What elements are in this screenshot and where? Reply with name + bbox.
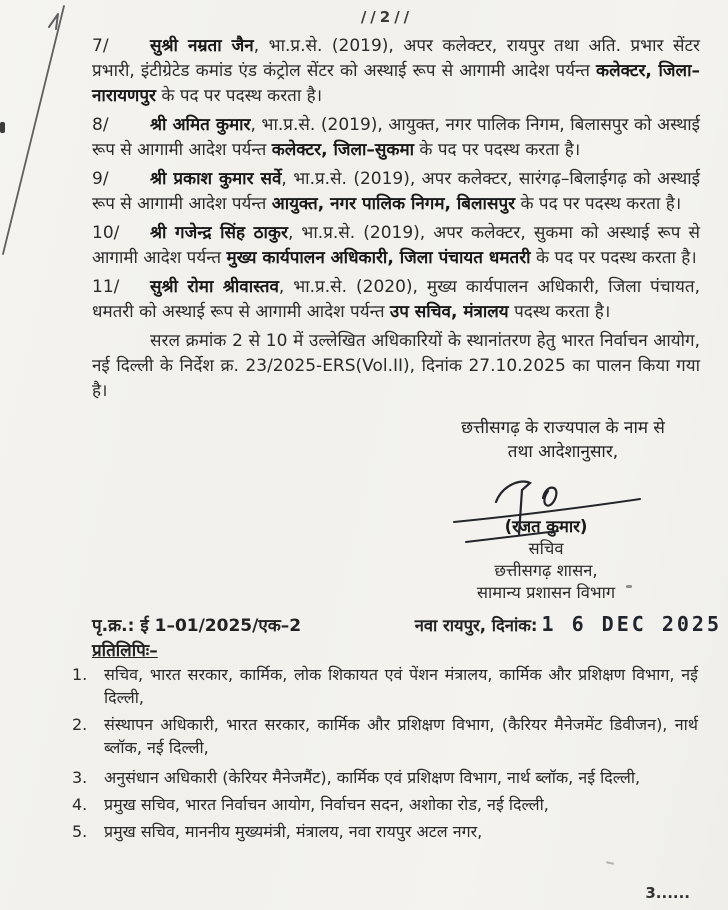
signatory-org-line-1: छत्तीसगढ़ शासन, — [494, 561, 598, 580]
order-number: 9/ — [92, 169, 109, 189]
order-number: 8/ — [92, 115, 109, 135]
copy-text: सचिव, भारत सरकार, कार्मिक, लोक शिकायत एवं पेंशन मंत्रालय, कार्मिक और प्रशिक्षण विभाग, नई दिल्ली, — [104, 665, 698, 707]
order-number: 11/ — [92, 277, 120, 297]
copies-list — [0, 663, 728, 843]
copy-text: अनुसंधान अधिकारी (केरियर मैनेजमैंट), कार्मिक एवं प्रशिक्षण विभाग, नार्थ ब्लॉक, नई दिल्ली, — [104, 768, 641, 787]
order-text: श्री प्रकाश कुमार सर्वे, भा.प्र.से. (2019), अपर कलेक्टर, सारंगढ़–बिलाईगढ़ को अस्थाई रूप से आगामी आदेश पर्यन्त आयुक्त, नगर पालिक निगम, बिलासपुर के पद पर पदस्थ करता है। — [92, 169, 700, 214]
copy-number: 3. — [72, 768, 88, 787]
copy-number: 2. — [72, 715, 88, 734]
copy-text: प्रमुख सचिव, माननीय मुख्यमंत्री, मंत्रालय, नवा रायपुर अटल नगर, — [104, 822, 483, 841]
order-number: 7/ — [92, 36, 109, 56]
copy-text: संस्थापन अधिकारी, भारत सरकार, कार्मिक और प्रशिक्षण विभाग, (कैरियर मैनेजमेंट डिवीजन), नार्थ ब्लॉक, नई दिल्ली, — [104, 715, 698, 757]
copy-text: प्रमुख सचिव, भारत निर्वाचन आयोग, निर्वाचन सदन, अशोका रोड, नई दिल्ली, — [104, 795, 549, 814]
reference-row — [0, 606, 728, 636]
page-number: //2// — [360, 8, 414, 26]
copy-item-2 — [72, 713, 698, 759]
authority-line-2: तथा आदेशानुसार, — [507, 442, 619, 462]
order-text: श्री अमित कुमार, भा.प्र.से. (2019), आयुक्त, नगर पालिक निगम, बिलासपुर को अस्थाई रूप से आगामी आदेश पर्यन्त कलेक्टर, जिला–सुकमा के पद पर पदस्थ करता है। — [92, 115, 700, 160]
authority-line-1: छत्तीसगढ़ के राज्यपाल के नाम से — [461, 418, 665, 438]
reference-number: पृ.क्र.: ई 1–01/2025/एक–2 — [92, 616, 302, 636]
compliance-paragraph: सरल क्रमांक 2 से 10 में उल्लेखित अधिकारियों के स्थानांतरण हेतु भारत निर्वाचन आयोग, नई दिल्ली के निर्देश क्र. 23/2025-ERS(Vol.II), दिनांक 27.10.2025 का पालन किया गया है। — [92, 331, 700, 401]
next-page-indicator: 3...... — [645, 884, 690, 902]
copy-item-1 — [72, 663, 698, 709]
order-text: श्री गजेन्द्र सिंह ठाकुर, भा.प्र.से. (2019), अपर कलेक्टर, सुकमा को अस्थाई रूप से आगामी आदेश पर्यन्त मुख्य कार्यपालन अधिकारी, जिला पंचायत धमतरी के पद पर पदस्थ करता है। — [92, 223, 700, 268]
order-number: 10/ — [92, 223, 120, 243]
copy-item-5 — [72, 820, 698, 843]
pen-mark-line — [0, 0, 80, 260]
date-stamp: 1 6 DEC 2025 — [541, 612, 722, 636]
signature-block — [426, 490, 666, 604]
copy-number: 5. — [72, 822, 88, 841]
copies-heading: प्रतिलिपिः– — [92, 641, 158, 661]
signatory-org-line-2: सामान्य प्रशासन विभाग — [476, 583, 616, 602]
order-paragraph-10 — [92, 221, 700, 271]
authority-block — [438, 416, 688, 464]
scan-artifact — [0, 122, 5, 133]
copy-number: 1. — [72, 665, 88, 684]
order-paragraph-9 — [92, 167, 700, 217]
order-body — [0, 28, 728, 404]
order-text: सुश्री रोमा श्रीवास्तव, भा.प्र.से. (2020), मुख्य कार्यपालन अधिकारी, जिला पंचायत, धमतरी को अस्थाई रूप से आगामी आदेश पर्यन्त उप सचिव, मंत्रालय पदस्थ करता है। — [92, 277, 700, 322]
copy-number: 4. — [72, 795, 88, 814]
scan-artifact — [606, 861, 614, 865]
order-paragraph-8 — [92, 113, 700, 163]
order-paragraph-7 — [92, 34, 700, 109]
order-paragraph-11 — [92, 275, 700, 325]
signatory-name: (रजत कुमार) — [504, 517, 588, 536]
place-and-date — [415, 612, 722, 636]
copy-item-4 — [72, 793, 698, 816]
place-date-label: नवा रायपुर, दिनांक: — [414, 616, 538, 635]
signatory-title: सचिव — [528, 539, 564, 558]
order-text: सुश्री नम्रता जैन, भा.प्र.से. (2019), अपर कलेक्टर, रायपुर तथा अति. प्रभार सेंटर प्रभारी, इंटीग्रेटेड कमांड एंड कंट्रोल सेंटर को अस्थाई रूप से आगामी आदेश पर्यन्त कलेक्टर, जिला–नारायणपुर के पद पर पदस्थ करता है। — [92, 36, 701, 106]
copy-item-3 — [72, 766, 698, 789]
